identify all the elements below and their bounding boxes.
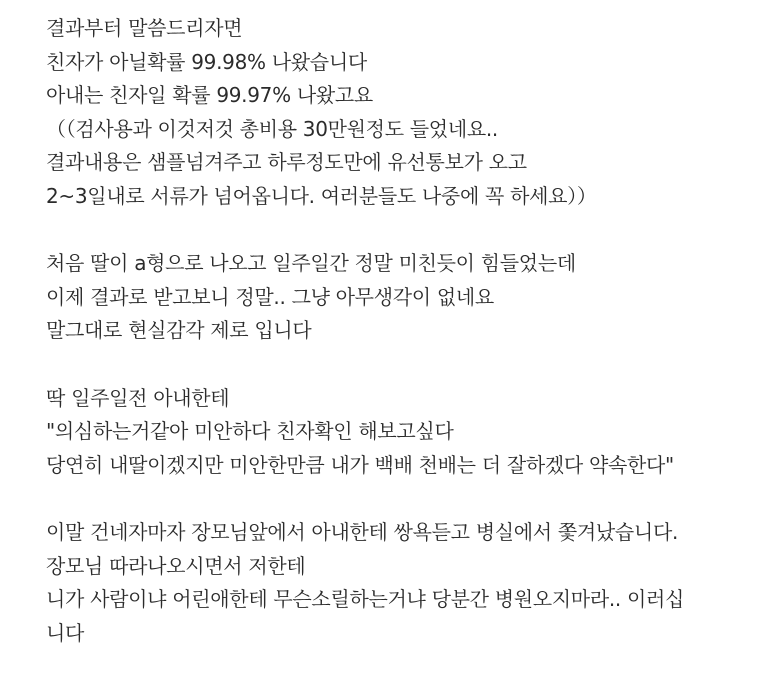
paragraph xyxy=(46,247,746,348)
text-line: 아내는 친자일 확률 99.97% 나왔고요 xyxy=(46,83,373,108)
text-line: 결과부터 말씀드리자면 xyxy=(46,16,243,40)
text-line: 니다 xyxy=(46,620,85,645)
text-line: 처음 딸이 a형으로 나오고 일주일간 정말 미친듯이 힘들었는데 xyxy=(46,251,576,276)
text-line: 딱 일주일전 아내한테 xyxy=(46,385,230,410)
text-line: 결과내용은 샘플넘겨주고 하루정도만에 유선통보가 오고 xyxy=(46,150,527,175)
paragraph xyxy=(46,516,746,650)
paragraph-gap xyxy=(46,348,746,382)
text-line: 장모님 따라나오시면서 저한테 xyxy=(46,553,306,578)
text-line: 2~3일내로 서류가 넘어옵니다. 여러분들도 나중에 꼭 하세요）） xyxy=(46,183,597,208)
text-line: 이말 건네자마자 장모님앞에서 아내한테 쌍욕듣고 병실에서 쫓겨났습니다. xyxy=(46,519,679,544)
text-line: 당연히 내딸이겠지만 미안한만큼 내가 백배 천배는 더 잘하겠다 약속한다" xyxy=(46,452,674,477)
paragraph xyxy=(46,12,746,214)
paragraph-gap xyxy=(46,482,746,516)
text-line: 친자가 아닐확률 99.98% 나왔습니다 xyxy=(46,49,367,74)
text-line: 말그대로 현실감각 제로 입니다 xyxy=(46,318,312,343)
text-line: 이제 결과로 받고보니 정말.. 그냥 아무생각이 없네요 xyxy=(46,284,494,309)
paragraph xyxy=(46,382,746,483)
post-body xyxy=(46,12,746,650)
text-line: 니가 사람이냐 어린애한테 무슨소릴하는거냐 당분간 병원오지마라.. 이러십 xyxy=(46,587,685,612)
paragraph-gap xyxy=(46,214,746,248)
text-line: （（검사용과 이것저것 총비용 30만원정도 들었네요.. xyxy=(46,116,498,141)
text-line: "의심하는거같아 미안하다 친자확인 해보고싶다 xyxy=(46,419,454,444)
